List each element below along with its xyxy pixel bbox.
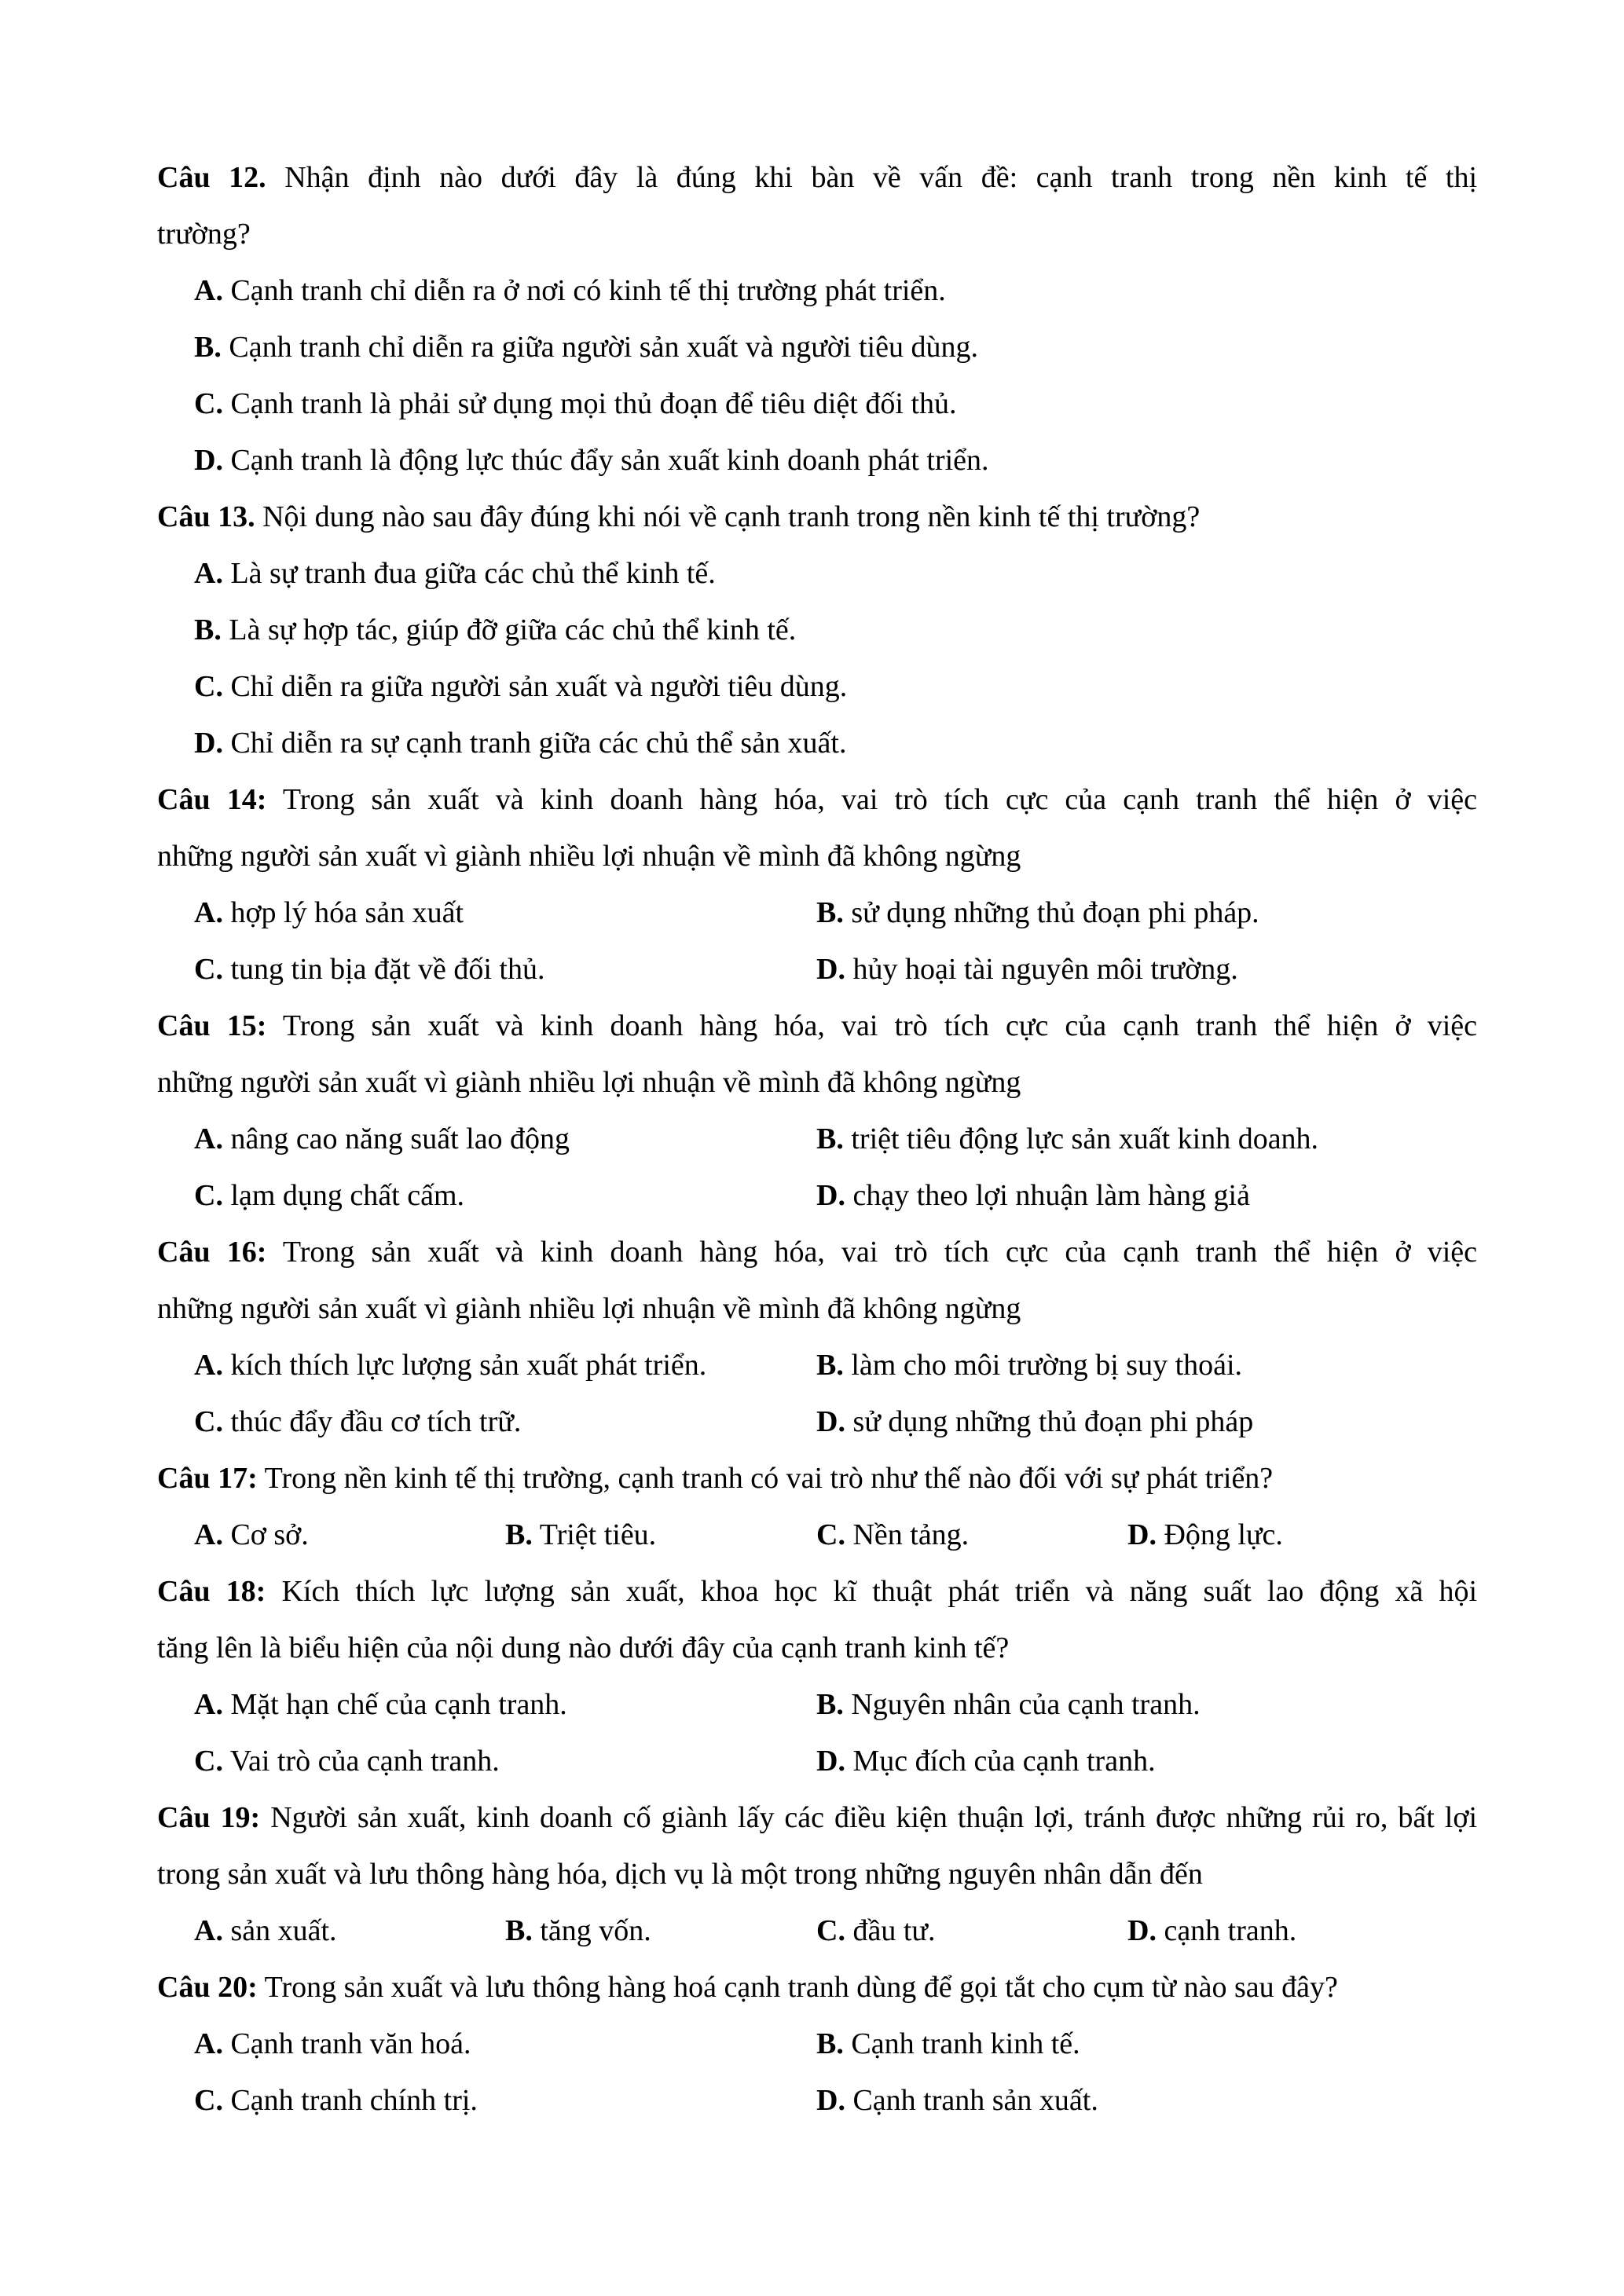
answer-option[interactable] — [194, 1167, 816, 1224]
option-letter: C. — [194, 387, 223, 420]
option-letter: D. — [194, 444, 223, 477]
option-text: sản xuất. — [230, 1914, 337, 1947]
option-row — [157, 432, 1477, 489]
question-stem — [157, 489, 1477, 545]
answer-option[interactable] — [194, 1337, 816, 1393]
option-letter: B. — [505, 1914, 533, 1947]
option-letter: A. — [194, 1122, 223, 1155]
question-number: Câu 13. — [157, 500, 255, 533]
option-text: Mục đích của cạnh tranh. — [852, 1745, 1156, 1778]
option-text: Chỉ diễn ra giữa người sản xuất và người tiêu dùng. — [230, 670, 848, 703]
question-stem-continued — [157, 828, 1477, 884]
question-stem — [157, 1789, 1477, 1846]
option-row — [157, 1393, 1477, 1450]
question-text: những người sản xuất vì giành nhiều lợi nhuận về mình đã không ngừng — [157, 1292, 1021, 1325]
option-letter: C. — [194, 2084, 223, 2117]
answer-option[interactable] — [816, 1337, 1439, 1393]
question-stem — [157, 1450, 1477, 1507]
answer-option[interactable] — [194, 1902, 505, 1959]
question-stem — [157, 1959, 1477, 2016]
question-text: trường? — [157, 218, 251, 251]
option-row — [157, 715, 1477, 771]
answer-option[interactable] — [816, 1733, 1439, 1789]
answer-option[interactable] — [194, 375, 1477, 432]
question-stem — [157, 771, 1477, 828]
option-letter: A. — [194, 274, 223, 307]
option-letter: D. — [1127, 1518, 1157, 1551]
option-text: Mặt hạn chế của cạnh tranh. — [230, 1688, 567, 1721]
question-stem — [157, 1563, 1477, 1620]
option-row — [157, 319, 1477, 375]
option-letter: D. — [816, 953, 845, 986]
option-text: Triệt tiêu. — [539, 1518, 657, 1551]
option-letter: B. — [194, 613, 222, 646]
option-row — [157, 1337, 1477, 1393]
question-stem-continued — [157, 206, 1477, 262]
option-letter: D. — [1127, 1914, 1157, 1947]
option-text: Chỉ diễn ra sự cạnh tranh giữa các chủ thể sản xuất. — [230, 727, 847, 760]
option-text: Cạnh tranh văn hoá. — [230, 2027, 471, 2060]
option-letter: D. — [816, 2084, 845, 2117]
answer-option[interactable] — [194, 545, 1477, 602]
answer-option[interactable] — [194, 1507, 505, 1563]
question-text: những người sản xuất vì giành nhiều lợi nhuận về mình đã không ngừng — [157, 1066, 1021, 1099]
question-text: tăng lên là biểu hiện của nội dung nào dưới đây của cạnh tranh kinh tế? — [157, 1631, 1010, 1664]
answer-option[interactable] — [194, 2072, 816, 2129]
question-stem-continued — [157, 1620, 1477, 1676]
option-letter: B. — [194, 331, 222, 364]
option-text: Nguyên nhân của cạnh tranh. — [851, 1688, 1201, 1721]
question-number: Câu 12. — [157, 161, 266, 194]
option-row — [157, 545, 1477, 602]
option-row — [157, 658, 1477, 715]
answer-option[interactable] — [816, 2016, 1439, 2072]
answer-option[interactable] — [505, 1902, 816, 1959]
answer-option[interactable] — [194, 715, 1477, 771]
option-letter: C. — [194, 1405, 223, 1438]
answer-option[interactable] — [194, 432, 1477, 489]
answer-option[interactable] — [816, 2072, 1439, 2129]
option-text: Cạnh tranh chỉ diễn ra ở nơi có kinh tế thị trường phát triển. — [230, 274, 946, 307]
option-letter: A. — [194, 1349, 223, 1382]
option-row — [157, 1733, 1477, 1789]
question-text: trong sản xuất và lưu thông hàng hóa, dịch vụ là một trong những nguyên nhân dẫn đến — [157, 1858, 1203, 1891]
question-block — [157, 149, 1477, 489]
answer-option[interactable] — [194, 884, 816, 941]
option-row — [157, 2072, 1477, 2129]
answer-option[interactable] — [816, 884, 1439, 941]
question-block — [157, 998, 1477, 1224]
answer-option[interactable] — [1127, 1507, 1439, 1563]
option-letter: B. — [816, 1349, 844, 1382]
option-text: hủy hoại tài nguyên môi trường. — [852, 953, 1238, 986]
option-row — [157, 1676, 1477, 1733]
question-stem-continued — [157, 1280, 1477, 1337]
option-text: Cạnh tranh kinh tế. — [851, 2027, 1080, 2060]
answer-option[interactable] — [194, 1733, 816, 1789]
option-letter: A. — [194, 896, 223, 929]
option-text: Cạnh tranh là động lực thúc đẩy sản xuất kinh doanh phát triển. — [230, 444, 989, 477]
question-number: Câu 16: — [157, 1236, 267, 1269]
option-text: sử dụng những thủ đoạn phi pháp. — [851, 896, 1259, 929]
option-text: cạnh tranh. — [1164, 1914, 1297, 1947]
answer-option[interactable] — [194, 1111, 816, 1167]
question-block — [157, 1224, 1477, 1450]
option-letter: D. — [194, 727, 223, 760]
answer-option[interactable] — [194, 602, 1477, 658]
question-number: Câu 17: — [157, 1462, 258, 1495]
option-letter: A. — [194, 2027, 223, 2060]
question-block — [157, 1450, 1477, 1563]
answer-option[interactable] — [505, 1507, 816, 1563]
answer-option[interactable] — [816, 1507, 1127, 1563]
question-text: Kích thích lực lượng sản xuất, khoa học kĩ thuật phát triển và năng suất lao động xã hội — [281, 1575, 1477, 1608]
option-letter: C. — [194, 953, 223, 986]
option-text: Cơ sở. — [230, 1518, 309, 1551]
option-letter: B. — [505, 1518, 533, 1551]
question-text: Nội dung nào sau đây đúng khi nói về cạnh tranh trong nền kinh tế thị trường? — [262, 500, 1201, 533]
question-stem — [157, 149, 1477, 206]
answer-option[interactable] — [194, 941, 816, 998]
question-number: Câu 18: — [157, 1575, 266, 1608]
option-row — [157, 2016, 1477, 2072]
option-text: Là sự tranh đua giữa các chủ thể kinh tế. — [230, 557, 716, 590]
option-letter: C. — [816, 1518, 845, 1551]
answer-option[interactable] — [816, 1676, 1439, 1733]
option-letter: B. — [816, 1122, 844, 1155]
question-number: Câu 14: — [157, 783, 267, 816]
answer-option[interactable] — [816, 1167, 1439, 1224]
option-text: Động lực. — [1164, 1518, 1283, 1551]
answer-option[interactable] — [194, 319, 1477, 375]
question-text: Nhận định nào dưới đây là đúng khi bàn về vấn đề: cạnh tranh trong nền kinh tế thị — [284, 161, 1478, 194]
option-row — [157, 1111, 1477, 1167]
option-row — [157, 602, 1477, 658]
option-text: Là sự hợp tác, giúp đỡ giữa các chủ thể kinh tế. — [229, 613, 797, 646]
answer-option[interactable] — [194, 1393, 816, 1450]
option-letter: C. — [194, 670, 223, 703]
question-block — [157, 1563, 1477, 1789]
option-letter: A. — [194, 557, 223, 590]
answer-option[interactable] — [1127, 1902, 1439, 1959]
option-text: kích thích lực lượng sản xuất phát triển. — [230, 1349, 707, 1382]
option-text: hợp lý hóa sản xuất — [230, 896, 464, 929]
answer-option[interactable] — [194, 2016, 816, 2072]
answer-option[interactable] — [194, 658, 1477, 715]
option-text: làm cho môi trường bị suy thoái. — [851, 1349, 1243, 1382]
option-letter: A. — [194, 1688, 223, 1721]
option-row — [157, 262, 1477, 319]
question-text: Trong nền kinh tế thị trường, cạnh tranh có vai trò như thế nào đối với sự phát triển? — [264, 1462, 1274, 1495]
option-row — [157, 941, 1477, 998]
option-text: tăng vốn. — [540, 1914, 651, 1947]
question-number: Câu 20: — [157, 1971, 258, 2004]
question-text: Trong sản xuất và lưu thông hàng hoá cạnh tranh dùng để gọi tắt cho cụm từ nào sau đây? — [264, 1971, 1338, 2004]
question-number: Câu 15: — [157, 1009, 267, 1042]
answer-option[interactable] — [816, 1393, 1439, 1450]
option-text: thúc đẩy đầu cơ tích trữ. — [230, 1405, 522, 1438]
option-text: lạm dụng chất cấm. — [230, 1179, 465, 1212]
option-row — [157, 1902, 1477, 1959]
question-stem — [157, 998, 1477, 1054]
option-row — [157, 1167, 1477, 1224]
option-letter: C. — [816, 1914, 845, 1947]
exam-page — [157, 149, 1477, 2129]
option-letter: D. — [816, 1405, 845, 1438]
option-text: Cạnh tranh sản xuất. — [852, 2084, 1098, 2117]
question-text: Trong sản xuất và kinh doanh hàng hóa, vai trò tích cực của cạnh tranh thể hiện ở việc — [282, 783, 1477, 816]
answer-option[interactable] — [816, 1111, 1439, 1167]
option-text: Cạnh tranh chính trị. — [230, 2084, 478, 2117]
option-text: chạy theo lợi nhuận làm hàng giả — [852, 1179, 1250, 1212]
question-block — [157, 771, 1477, 998]
option-letter: A. — [194, 1914, 223, 1947]
question-text: Người sản xuất, kinh doanh cố giành lấy các điều kiện thuận lợi, tránh được những rủi ro, bất lợi — [270, 1801, 1478, 1834]
option-text: Vai trò của cạnh tranh. — [229, 1745, 500, 1778]
question-stem — [157, 1224, 1477, 1280]
option-text: Cạnh tranh chỉ diễn ra giữa người sản xuất và người tiêu dùng. — [229, 331, 978, 364]
question-text: Trong sản xuất và kinh doanh hàng hóa, vai trò tích cực của cạnh tranh thể hiện ở việc — [282, 1009, 1477, 1042]
option-letter: C. — [194, 1179, 223, 1212]
question-block — [157, 489, 1477, 771]
answer-option[interactable] — [194, 1676, 816, 1733]
question-text: những người sản xuất vì giành nhiều lợi nhuận về mình đã không ngừng — [157, 840, 1021, 873]
option-letter: B. — [816, 1688, 844, 1721]
option-letter: D. — [816, 1179, 845, 1212]
option-letter: B. — [816, 2027, 844, 2060]
option-letter: C. — [194, 1745, 223, 1778]
answer-option[interactable] — [194, 262, 1477, 319]
question-block — [157, 1789, 1477, 1959]
option-text: nâng cao năng suất lao động — [230, 1122, 570, 1155]
answer-option[interactable] — [816, 941, 1439, 998]
option-text: tung tin bịa đặt về đối thủ. — [230, 953, 545, 986]
option-letter: B. — [816, 896, 844, 929]
question-number: Câu 19: — [157, 1801, 261, 1834]
option-text: triệt tiêu động lực sản xuất kinh doanh. — [851, 1122, 1319, 1155]
option-text: Nền tảng. — [852, 1518, 970, 1551]
question-block — [157, 1959, 1477, 2129]
answer-option[interactable] — [816, 1902, 1127, 1959]
option-text: sử dụng những thủ đoạn phi pháp — [852, 1405, 1254, 1438]
option-row — [157, 1507, 1477, 1563]
option-letter: D. — [816, 1745, 845, 1778]
option-letter: A. — [194, 1518, 223, 1551]
question-text: Trong sản xuất và kinh doanh hàng hóa, vai trò tích cực của cạnh tranh thể hiện ở việc — [282, 1236, 1477, 1269]
question-stem-continued — [157, 1846, 1477, 1902]
option-text: đầu tư. — [852, 1914, 936, 1947]
option-text: Cạnh tranh là phải sử dụng mọi thủ đoạn để tiêu diệt đối thủ. — [230, 387, 957, 420]
option-row — [157, 884, 1477, 941]
question-stem-continued — [157, 1054, 1477, 1111]
option-row — [157, 375, 1477, 432]
